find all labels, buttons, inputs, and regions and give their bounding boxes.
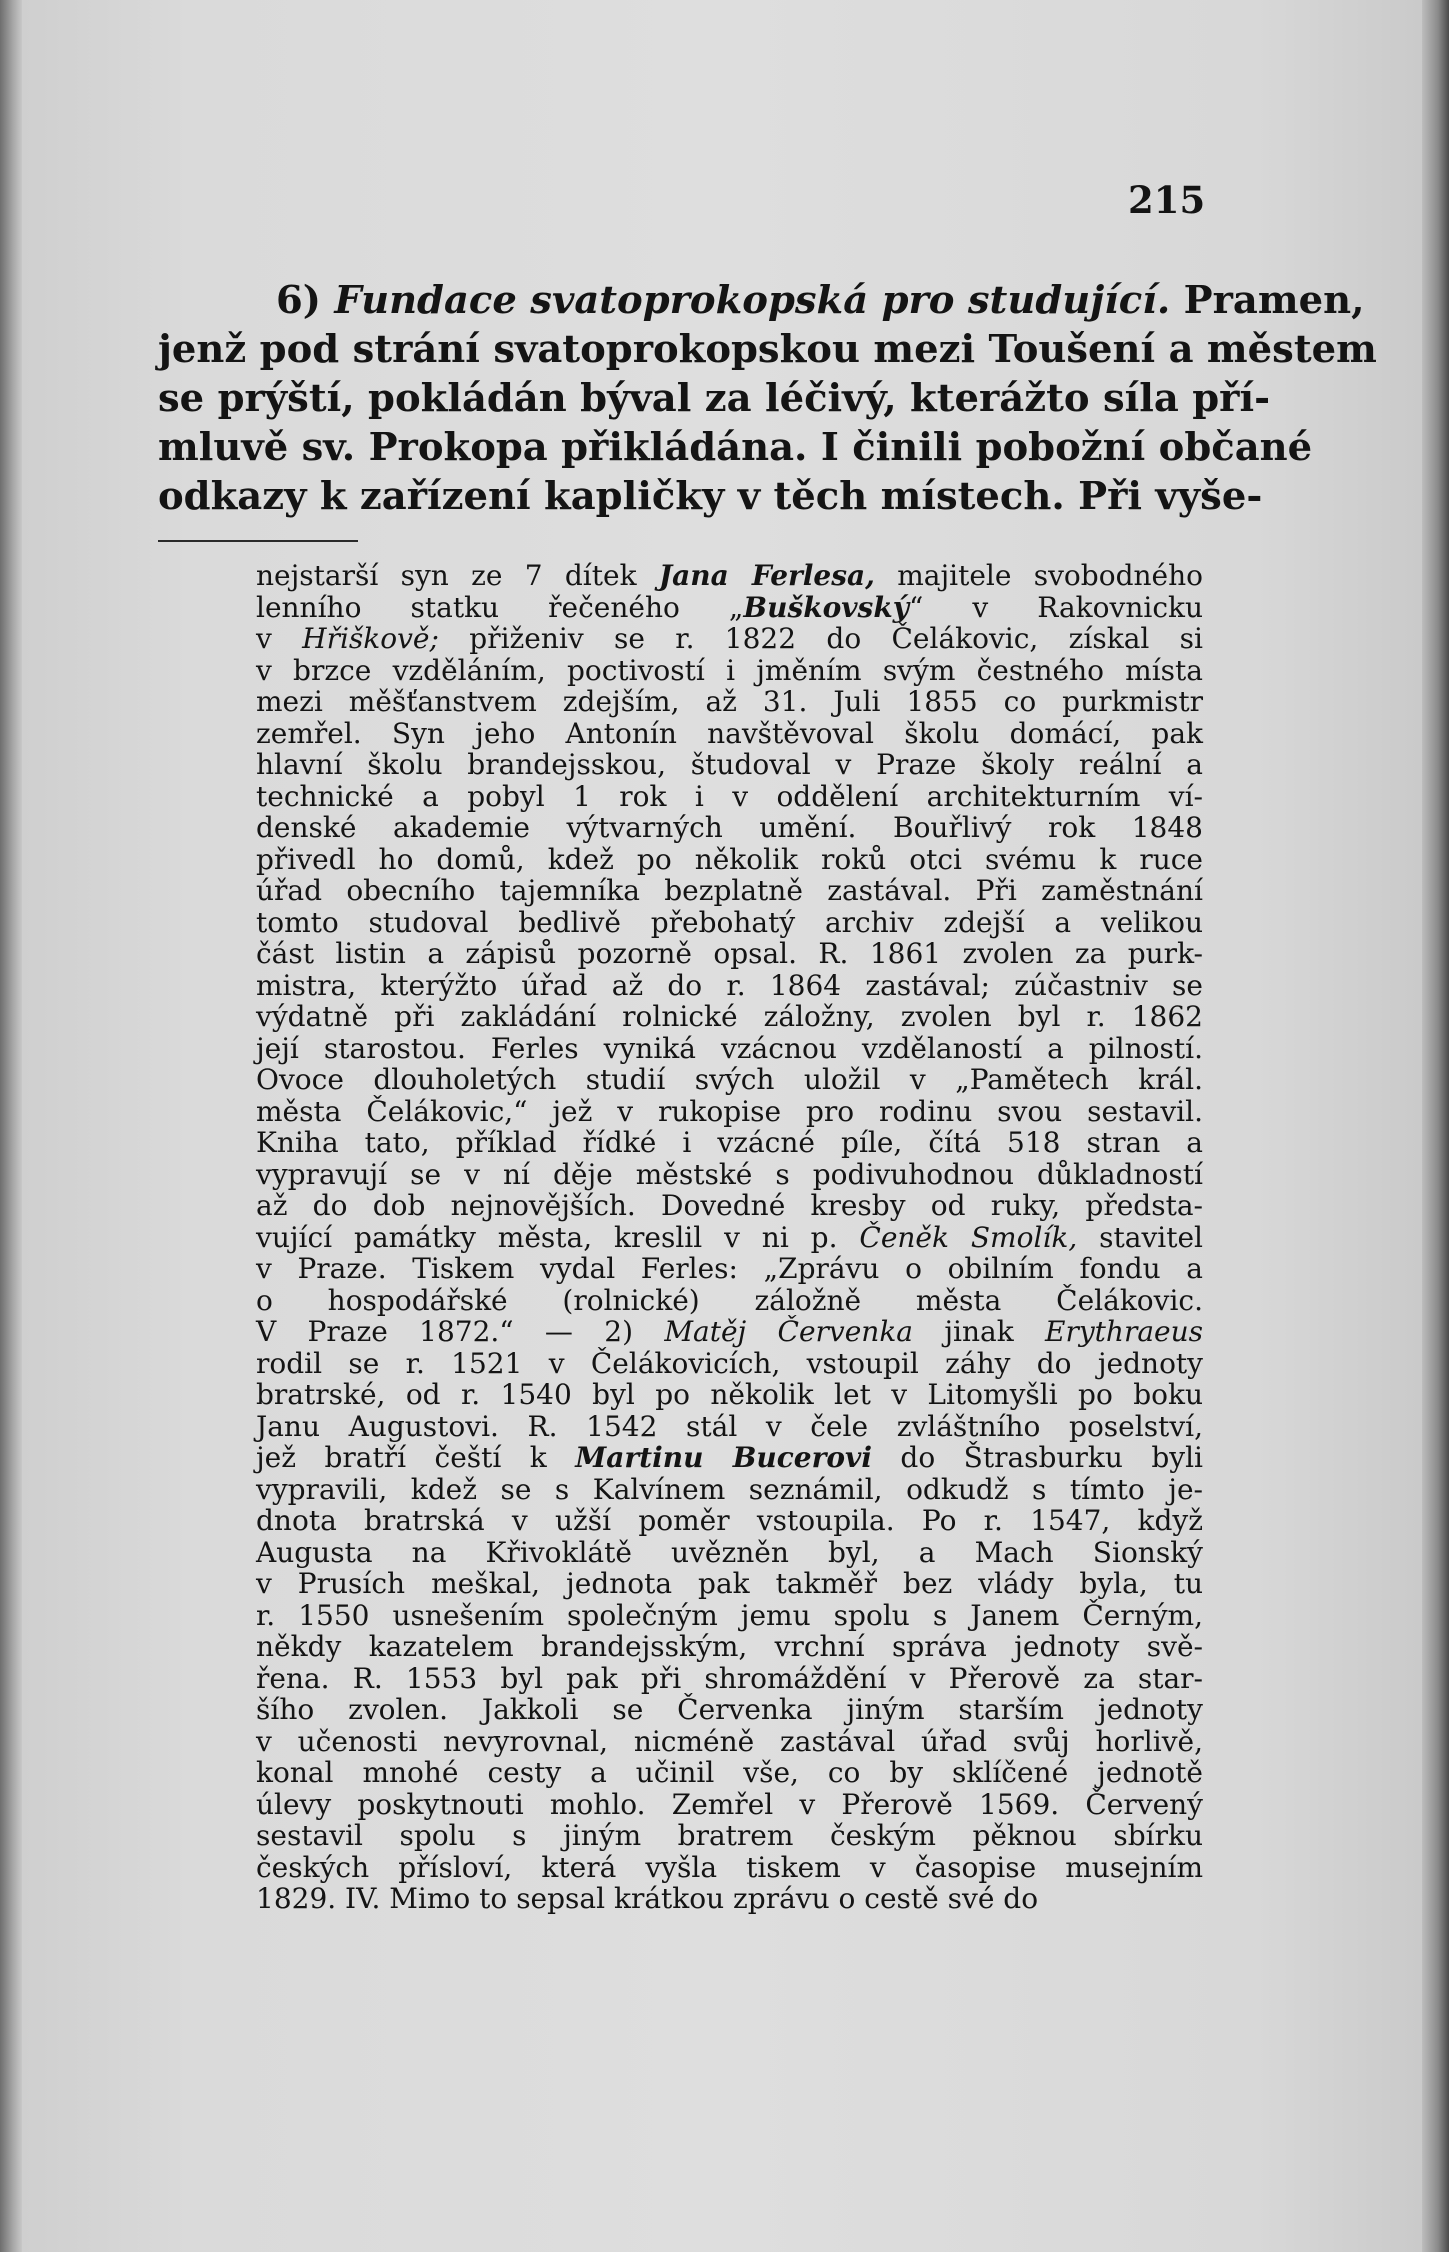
book-spine-shadow [0,0,22,2252]
footnote-line: dnota bratrská v užší poměr vstoupila. Po r. 1547, když [256,1504,1203,1537]
footnote-line: v učenosti nevyrovnal, nicméně zastával úřad svůj horlivě, [256,1724,1203,1758]
footnote-line: přivedl ho domů, kdež po několik roků otci svému k ruce [256,842,1203,876]
footnote-line: českých přísloví, která vyšla tiskem v časopise musejním [256,1850,1203,1884]
footnote-line: šího zvolen. Jakkoli se Červenka jiným starším jednoty [256,1693,1203,1726]
place-name: Hřiškově; [302,622,439,655]
footnote-line: v Prusích meškal, jednota pak takměř bez vlády byla, tu [256,1567,1203,1600]
footnote-line: hlavní školu brandejsskou, študoval v Praze školy reální a [256,748,1203,781]
footnote-line: nejstarší syn ze 7 dítek Jana Ferlesa, majitele svobodného [256,559,1203,592]
page-number: 215 [1128,178,1206,222]
footnote-line: sestavil spolu s jiným bratrem českým pěknou sbírku [256,1819,1203,1852]
footnote-line: mistra, kterýžto úřad až do r. 1864 zastával; zúčastniv se [256,968,1203,1002]
footnote-line: v Praze. Tiskem vydal Ferles: „Zprávu o obilním fondu a [256,1252,1203,1285]
footnote-line: její starostou. Ferles vyniká vzácnou vzdělaností a pilností. [256,1031,1203,1065]
footnote-line: Kniha tato, příklad řídké i vzácné píle, čítá 518 stran a [256,1126,1203,1159]
footnote-line: v Hřiškově; přiženiv se r. 1822 do Čelákovic, získal si [256,622,1204,655]
footnote-line: úřad obecního tajemníka bezplatně zastával. Při zaměstnání [256,874,1203,907]
person-name: Čeněk Smolík, [859,1220,1078,1254]
footnote-line: bratrské, od r. 1540 byl po několik let v Litomyšli po boku [256,1378,1203,1411]
place-name: Buškovský [743,590,909,624]
footnote-line: řena. R. 1553 byl pak při shromáždění v Přerově za star- [256,1661,1203,1695]
person-name: Martinu Bucerovi [575,1441,872,1474]
footnote-line: část listin a zápisů pozorně opsal. R. 1861 zvolen za purk- [256,937,1203,970]
footnote-line: 1829. IV. Mimo to sepsal krátkou zprávu o cestě své do [256,1882,1039,1915]
section-title: Fundace svatoprokopská pro studující. [334,278,1171,323]
footnote-line: zemřel. Syn jeho Antonín navštěvoval školu domácí, pak [256,716,1203,750]
footnote-line: vující památky města, kreslil v ni p. Čeněk Smolík, stavitel [256,1220,1203,1254]
main-line: se prýští, pokládán býval za léčivý, kterážto síla pří- [158,376,1271,421]
footnote-line: lenního statku řečeného „Buškovský“ v Rakovnicku [256,590,1203,624]
footnote-line: denské akademie výtvarných umění. Bouřlivý rok 1848 [256,811,1203,844]
footnote-line: v brzce vzděláním, poctivostí i jměním svým čestného místa [256,653,1203,687]
main-line: jenž pod strání svatoprokopskou mezi Toušení a městem [158,327,1377,372]
main-line: 6) Fundace svatoprokopská pro studující. Pramen, [276,278,1365,323]
footnote-line: vypravili, kdež se s Kalvínem seznámil, odkudž s tímto je- [256,1472,1203,1506]
footnote-line: Ovoce dlouholetých studií svých uložil v „Pamětech král. [256,1063,1203,1096]
footnote-line: technické a pobyl 1 rok i v oddělení architekturním ví- [256,779,1203,813]
main-line: odkazy k zařízení kapličky v těch místech. Při vyše- [158,474,1263,519]
person-name: Jana Ferlesa, [658,559,875,592]
footnote-line: mezi měšťanstvem zdejším, až 31. Juli 1855 co purkmistr [256,685,1203,718]
footnote-block [256,560,1203,1915]
footnote-line: města Čelákovic,“ jež v rukopise pro rodinu svou sestavil. [256,1094,1203,1128]
footnote-line: vypravují se v ní děje městské s podivuhodnou důkladností [256,1157,1203,1191]
footnote-line: r. 1550 usnešením společným jemu spolu s Janem Černým, [256,1598,1203,1632]
person-name: Matěj Červenka [664,1315,914,1348]
footnote-divider [158,540,358,542]
footnote-line: Janu Augustovi. R. 1542 stál v čele zvláštního poselství, [256,1409,1203,1443]
footnote-line: Augusta na Křivoklátě uvězněn byl, a Mach Sionský [256,1535,1203,1569]
footnote-line: někdy kazatelem brandejsským, vrchní správa jednoty svě- [256,1630,1203,1663]
footnote-line: V Praze 1872.“ — 2) Matěj Červenka jinak Erythraeus [256,1315,1203,1348]
footnote-line: tomto studoval bedlivě přebohatý archiv zdejší a velikou [256,905,1203,939]
footnote-line: až do dob nejnovějších. Dovedné kresby od ruky, předsta- [256,1189,1203,1222]
page-edge-shadow [1422,0,1449,2252]
footnote-line: úlevy poskytnouti mohlo. Zemřel v Přerově 1569. Červený [256,1787,1203,1821]
footnote-line: o hospodářské (rolnické) záložně města Čelákovic. [256,1283,1203,1317]
main-line: mluvě sv. Prokopa přikládána. I činili pobožní občané [158,425,1313,470]
main-paragraph [158,276,1377,521]
footnote-line: rodil se r. 1521 v Čelákovicích, vstoupil záhy do jednoty [256,1346,1203,1380]
footnote-line: výdatně při zakládání rolnické záložny, zvolen byl r. 1862 [256,1000,1203,1033]
footnote-line: konal mnohé cesty a učinil vše, co by sklíčené jednotě [256,1756,1203,1789]
person-name: Erythraeus [1045,1315,1203,1348]
footnote-line: jež bratří čeští k Martinu Bucerovi do Štrasburku byli [256,1441,1203,1474]
